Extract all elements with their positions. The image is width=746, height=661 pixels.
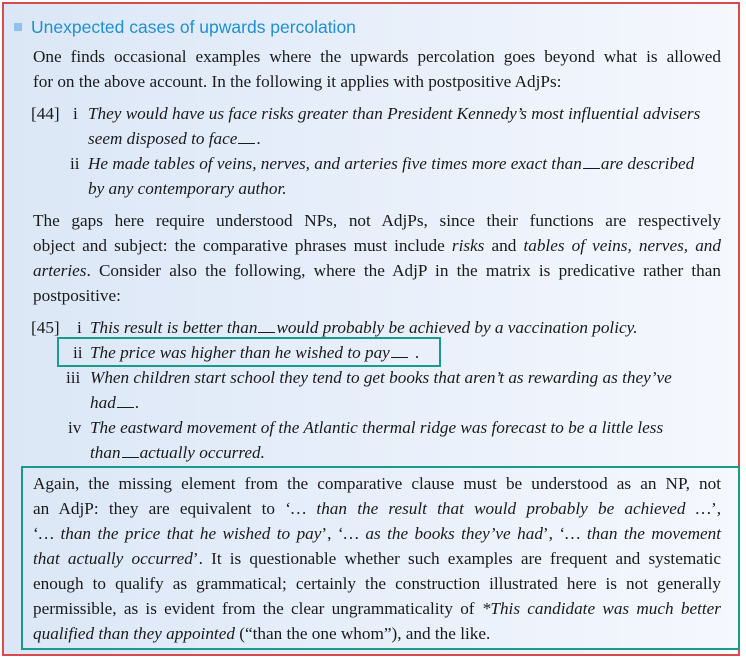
example-45-i-line: This result is better than would probably be achieved by a vaccination policy.	[90, 318, 638, 337]
para3-line-4: that actually occurred’. It is questionable whether such examples are frequent and systematic	[33, 549, 721, 568]
gap-marker	[122, 443, 139, 458]
example-45-iv-line-1: The eastward movement of the Atlantic thermal ridge was forecast to be a little less	[90, 418, 664, 437]
intro-line-1: One finds occasional examples where the upwards percolation goes beyond what is allowed	[33, 47, 721, 66]
para3-line-5: enough to qualify as grammatical; certainly the construction illustrated here is not generally	[33, 574, 721, 593]
highlight-box-paragraph	[21, 466, 740, 650]
example-44-ii-label: ii	[70, 154, 80, 173]
page-panel	[2, 2, 740, 656]
para2-line-3: arteries. Consider also the following, where the AdjP in the matrix is predicative rather than	[33, 261, 721, 280]
para3-line-3: ‘… than the price that he wished to pay’, ‘… as the books they’ve had’, ‘… than the movement	[33, 524, 721, 543]
example-44-i-line-2: seem disposed to face .	[88, 129, 261, 148]
example-44-ii-line-2: by any contemporary author.	[88, 179, 287, 198]
intro-line-2: for on the above account. In the following it applies with postpositive AdjPs:	[33, 72, 562, 91]
example-45-iii-label: iii	[66, 368, 81, 387]
section-title: Unexpected cases of upwards percolation	[31, 16, 356, 37]
gap-marker	[117, 393, 134, 408]
para3-line-6: permissible, as is evident from the clear ungrammaticality of *This candidate was much better	[33, 599, 721, 618]
example-45-ii-line: The price was higher than he wished to pay .	[90, 343, 420, 362]
para3-line-7: qualified than they appointed (“than the one whom”), and the like.	[33, 624, 491, 643]
example-44-ii-line-1: He made tables of veins, nerves, and arteries five times more exact than are described	[88, 154, 695, 173]
para2-line-2: object and subject: the comparative phrases must include risks and tables of veins, nerves, and	[33, 236, 721, 255]
gap-marker	[583, 154, 600, 169]
example-45-iv-label: iv	[68, 418, 82, 437]
example-45-iv-line-2: than actually occurred.	[90, 443, 265, 462]
gap-marker	[258, 318, 275, 333]
example-45-iii-line-2: had .	[90, 393, 140, 412]
gap-marker	[238, 129, 255, 144]
para2-line-4: postpositive:	[33, 286, 121, 305]
example-45-i-label: i	[77, 318, 82, 337]
para3-line-1: Again, the missing element from the comparative clause must be understood as an NP, not	[33, 474, 721, 493]
example-44-i-label: i	[73, 104, 78, 123]
para2-line-1: The gaps here require understood NPs, not AdjPs, since their functions are respectively	[33, 211, 721, 230]
example-44-i-line-1: They would have us face risks greater than President Kennedy’s most influential advisers	[88, 104, 701, 123]
example-44-number: [44]	[31, 104, 60, 123]
example-45-ii-label: ii	[73, 343, 83, 362]
para3-line-2: an AdjP: they are equivalent to ‘… than the result that would probably be achieved …’,	[33, 499, 722, 518]
highlight-box-example-45-ii	[57, 337, 441, 367]
example-45-iii-line-1: When children start school they tend to get books that aren’t as rewarding as they’ve	[90, 368, 672, 387]
example-45-number: [45]	[31, 318, 60, 337]
